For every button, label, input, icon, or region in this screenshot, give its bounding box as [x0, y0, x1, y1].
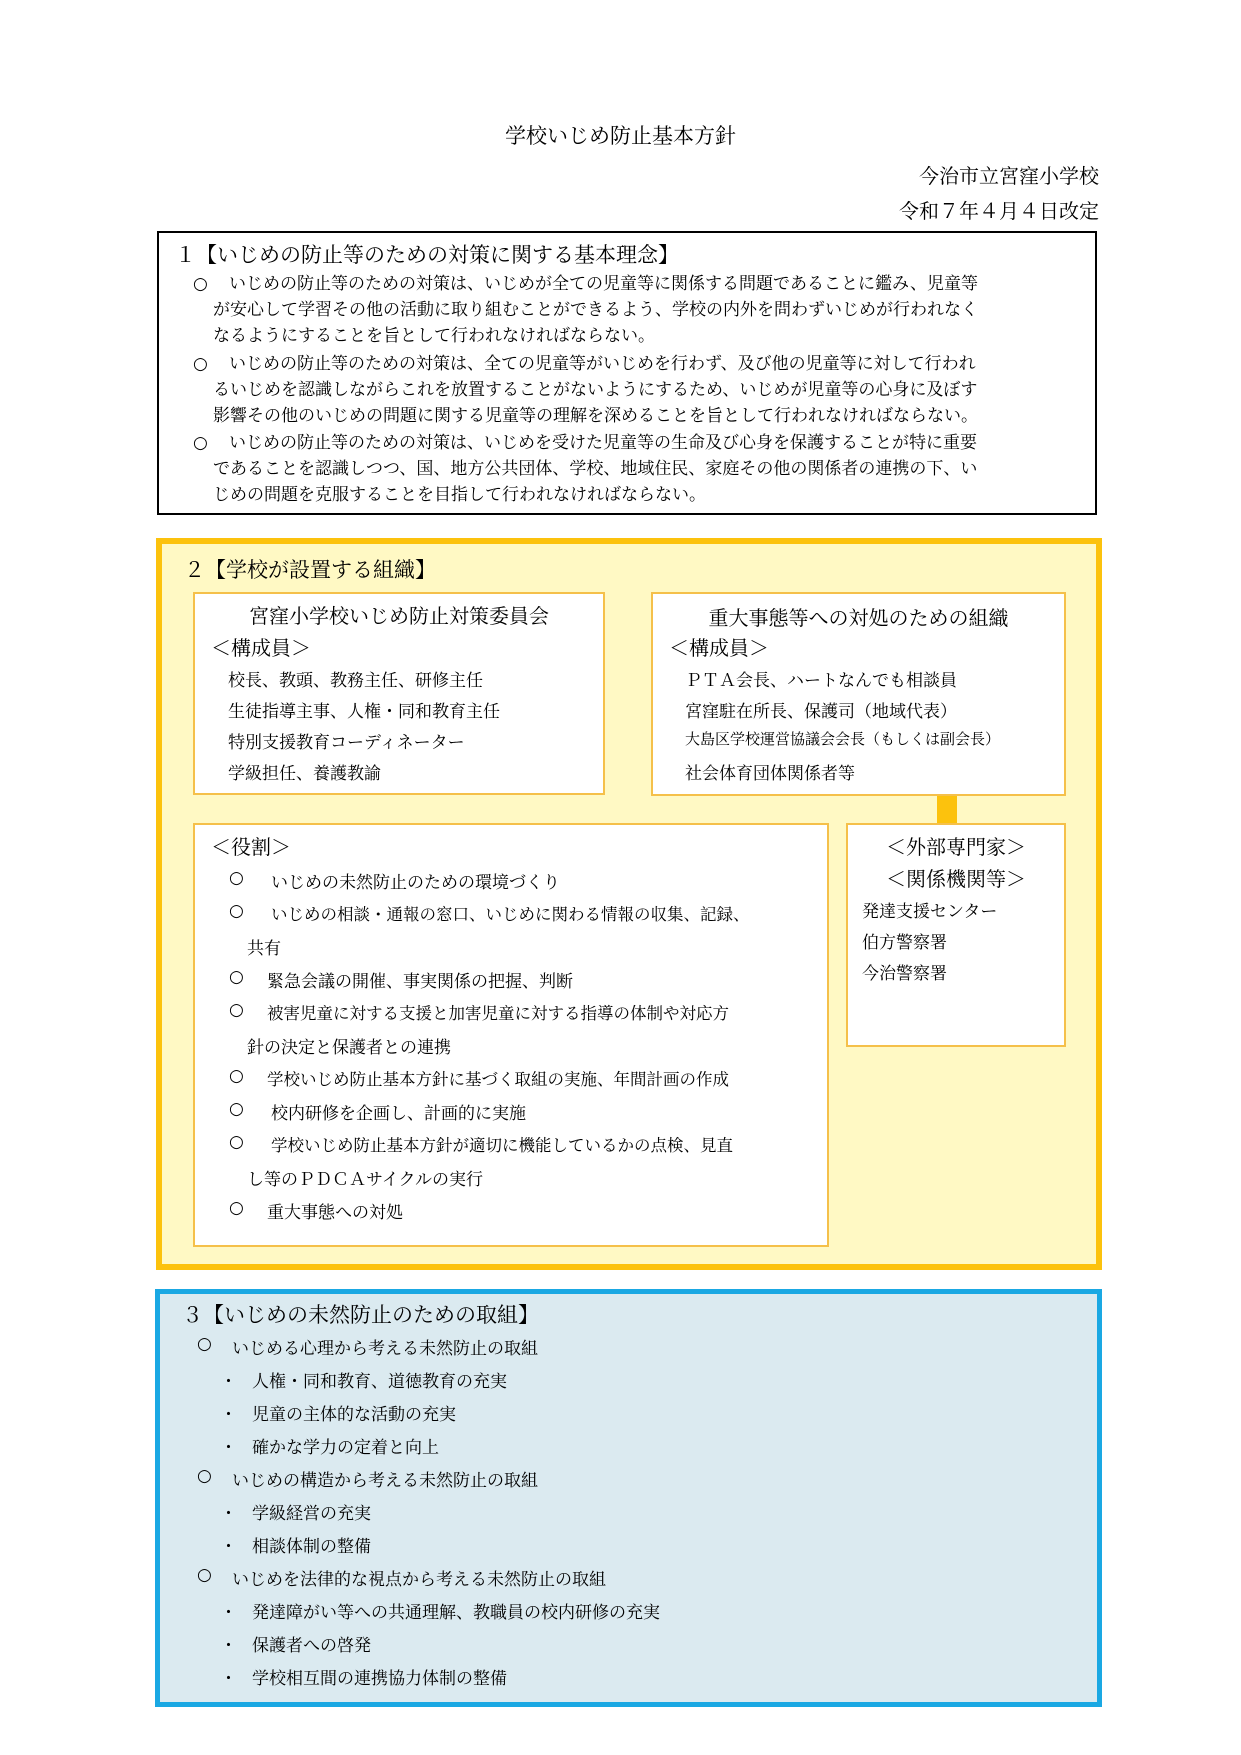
serious-member: 社会体育団体関係者等	[685, 764, 855, 784]
principle-line: るいじめを認識しながらこれを放置することがないようにするため、いじめが児童等の心身に及ぼす	[213, 380, 978, 400]
section-basic-principles	[157, 231, 1097, 515]
external-experts-box	[846, 823, 1066, 1047]
prevention-item: 学校相互間の連携協力体制の整備	[252, 1669, 507, 1689]
role-item: 針の決定と保護者との連携	[247, 1038, 451, 1058]
committee-member: 校長、教頭、教務主任、研修主任	[228, 671, 483, 691]
bullet-circle: ○	[229, 1000, 244, 1020]
external-label-1: ＜外部専門家＞	[886, 835, 1026, 859]
page-title: 学校いじめ防止基本方針	[505, 124, 736, 148]
prevention-group-title: いじめの構造から考える未然防止の取組	[232, 1471, 538, 1491]
principle-line: いじめの防止等のための対策は、全ての児童等がいじめを行わず、及び他の児童等に対して行われ	[229, 354, 976, 374]
bullet-circle: ○	[229, 1198, 244, 1218]
serious-member: 宮窪駐在所長、保護司（地域代表）	[685, 702, 957, 722]
bullet-dot: ・	[220, 1405, 237, 1425]
external-item: 今治警察署	[862, 964, 947, 984]
role-item: いじめの未然防止のための環境づくり	[271, 873, 560, 893]
committee-member: 学級担任、養護教諭	[228, 764, 381, 784]
committee-members-label: ＜構成員＞	[211, 636, 311, 660]
role-item: 校内研修を企画し、計画的に実施	[271, 1104, 526, 1124]
serious-member: 大島区学校運営協議会会長（もしくは副会長）	[685, 730, 1001, 748]
prevention-group-title: いじめを法律的な視点から考える未然防止の取組	[232, 1570, 606, 1590]
committee-member: 特別支援教育コーディネーター	[228, 733, 465, 753]
section2-heading: ２【学校が設置する組織】	[184, 558, 436, 582]
bullet-dot: ・	[220, 1504, 237, 1524]
bullet-circle: ○	[229, 1099, 244, 1119]
prevention-item: 相談体制の整備	[252, 1537, 371, 1557]
prevention-group-title: いじめる心理から考える未然防止の取組	[232, 1339, 538, 1359]
roles-label: ＜役割＞	[211, 835, 291, 859]
bullet-dot: ・	[220, 1603, 237, 1623]
bullet-dot: ・	[220, 1636, 237, 1656]
bullet-dot: ・	[220, 1372, 237, 1392]
bullet-dot: ・	[220, 1537, 237, 1557]
principle-line: いじめの防止等のための対策は、いじめを受けた児童等の生命及び心身を保護することが特に重要	[229, 433, 977, 453]
section-prevention-efforts	[155, 1289, 1102, 1707]
external-label-2: ＜関係機関等＞	[886, 867, 1026, 891]
bullet-circle: ○	[197, 1565, 212, 1585]
role-item: 重大事態への対処	[267, 1203, 403, 1223]
external-item: 伯方警察署	[862, 933, 947, 953]
role-item: 共有	[247, 939, 281, 959]
bullet-circle: ○	[197, 1466, 212, 1486]
bullet-circle: ○	[229, 1066, 244, 1086]
bullet-circle: ○	[193, 354, 208, 374]
bullet-circle: ○	[229, 1132, 244, 1152]
principle-line: いじめの防止等のための対策は、いじめが全ての児童等に関係する問題であることに鑑み、児童等	[229, 274, 979, 294]
role-item: 学校いじめ防止基本方針が適切に機能しているかの点検、見直	[271, 1136, 733, 1155]
school-name: 今治市立宮窪小学校	[919, 164, 1099, 188]
principle-line: 影響その他のいじめの問題に関する児童等の理解を深めることを旨として行われなければならない。	[213, 406, 978, 426]
committee-member: 生徒指導主事、人権・同和教育主任	[228, 702, 500, 722]
committee-title: 宮窪小学校いじめ防止対策委員会	[249, 604, 549, 628]
role-item: いじめの相談・通報の窓口、いじめに関わる情報の収集、記録、	[271, 905, 750, 924]
prevention-item: 確かな学力の定着と向上	[252, 1438, 439, 1458]
role-item: し等のＰＤＣＡサイクルの実行	[247, 1170, 483, 1190]
committee-box	[193, 592, 605, 795]
role-item: 緊急会議の開催、事実関係の把握、判断	[267, 972, 573, 992]
bullet-circle: ○	[229, 901, 244, 921]
serious-members-label: ＜構成員＞	[669, 636, 769, 660]
revision-date: 令和７年４月４日改定	[899, 199, 1099, 223]
section1-heading: １【いじめの防止等のための対策に関する基本理念】	[175, 243, 679, 267]
bullet-circle: ○	[229, 967, 244, 987]
bullet-circle: ○	[193, 274, 208, 294]
prevention-item: 学級経営の充実	[252, 1504, 371, 1524]
principle-line: であることを認識しつつ、国、地方公共団体、学校、地域住民、家庭その他の関係者の連携の下、い	[213, 459, 978, 479]
serious-title: 重大事態等への対処のための組織	[708, 606, 1009, 630]
prevention-item: 保護者への啓発	[252, 1636, 371, 1656]
serious-situation-box	[651, 592, 1066, 796]
principle-line: じめの問題を克服することを目指して行われなければならない。	[213, 485, 706, 505]
bullet-dot: ・	[220, 1438, 237, 1458]
bullet-circle: ○	[193, 433, 208, 453]
bullet-circle: ○	[229, 868, 244, 888]
roles-box	[193, 823, 829, 1247]
principle-line: が安心して学習その他の活動に取り組むことができるよう、学校の内外を問わずいじめが行われなく	[213, 300, 978, 320]
prevention-item: 児童の主体的な活動の充実	[252, 1405, 456, 1425]
section3-heading: ３【いじめの未然防止のための取組】	[182, 1303, 539, 1327]
role-item: 被害児童に対する支援と加害児童に対する指導の体制や対応方	[267, 1004, 729, 1023]
prevention-item: 人権・同和教育、道徳教育の充実	[252, 1372, 507, 1392]
prevention-item: 発達障がい等への共通理解、教職員の校内研修の充実	[252, 1603, 660, 1623]
external-item: 発達支援センター	[862, 902, 998, 922]
principle-line: なるようにすることを旨として行われなければならない。	[213, 326, 655, 346]
bullet-dot: ・	[220, 1669, 237, 1689]
bullet-circle: ○	[197, 1334, 212, 1354]
role-item: 学校いじめ防止基本方針に基づく取組の実施、年間計画の作成	[267, 1070, 729, 1089]
serious-member: ＰＴＡ会長、ハートなんでも相談員	[685, 671, 957, 691]
